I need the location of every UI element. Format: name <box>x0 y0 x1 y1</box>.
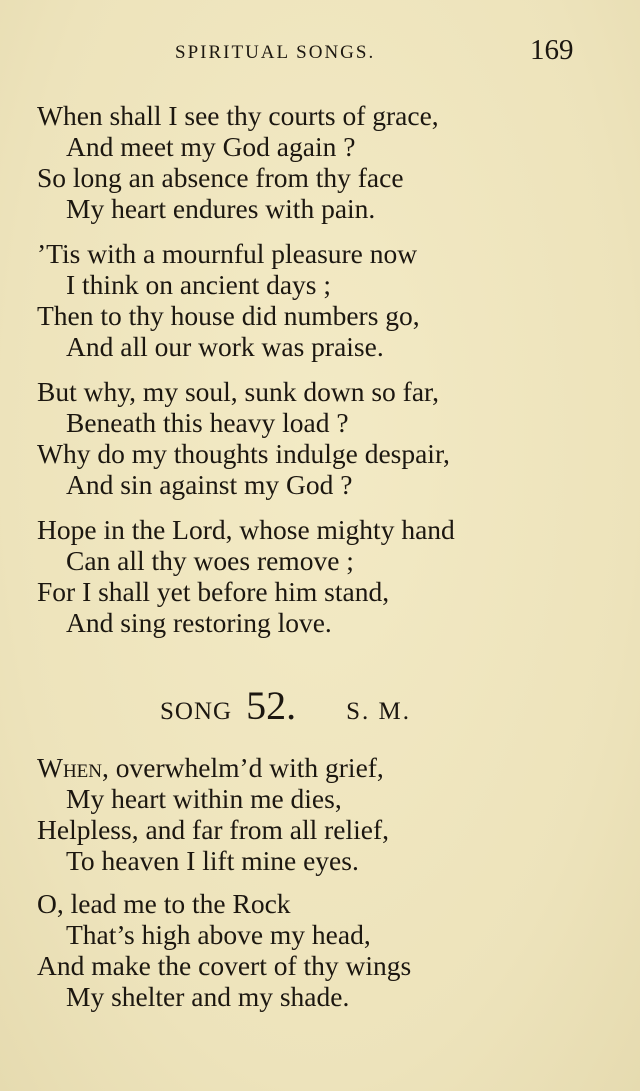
verse-line: Hope in the Lord, whose mighty hand <box>37 514 455 545</box>
verse-line: To heaven I lift mine eyes. <box>66 845 359 876</box>
verse-line: And meet my God again ? <box>66 131 356 162</box>
song-label: SONG <box>160 698 233 725</box>
verse-line: Then to thy house did numbers go, <box>37 300 420 331</box>
stanza-2 <box>0 238 640 362</box>
stanza-4 <box>0 514 640 638</box>
verse-line: My shelter and my shade. <box>66 981 350 1012</box>
song-number: 52. <box>246 683 297 728</box>
verse-line: So long an absence from thy face <box>37 162 404 193</box>
verse-line: That’s high above my head, <box>66 919 371 950</box>
verse-line: ’Tis with a mournful pleasure now <box>37 238 418 269</box>
verse-line: For I shall yet before him stand, <box>37 576 390 607</box>
stanza-3 <box>0 376 640 500</box>
verse-line: My heart endures with pain. <box>66 193 376 224</box>
verse-line: My heart within me dies, <box>66 783 342 814</box>
verse-line: Why do my thoughts indulge despair, <box>37 438 450 469</box>
page-number: 169 <box>530 34 574 66</box>
song-meter: S. M. <box>346 698 411 725</box>
verse-line <box>0 752 640 783</box>
verse-line: Can all thy woes remove ; <box>66 545 354 576</box>
running-head: SPIRITUAL SONGS. <box>175 42 376 63</box>
verse-line: When shall I see thy courts of grace, <box>37 100 439 131</box>
first-word: When, <box>37 752 109 783</box>
song-stanza-2 <box>0 888 640 1012</box>
verse-line: And all our work was praise. <box>66 331 384 362</box>
verse-line: Beneath this heavy load ? <box>66 407 349 438</box>
song-heading <box>160 682 411 729</box>
verse-line: I think on ancient days ; <box>66 269 332 300</box>
song-stanza-1 <box>0 752 640 876</box>
verse-line: And sing restoring love. <box>66 607 332 638</box>
verse-line: Helpless, and far from all relief, <box>37 814 390 845</box>
verse-line: But why, my soul, sunk down so far, <box>37 376 439 407</box>
verse-line: O, lead me to the Rock <box>37 888 291 919</box>
stanza-1 <box>0 100 640 224</box>
verse-line: And sin against my God ? <box>66 469 353 500</box>
verse-line: And make the covert of thy wings <box>37 950 412 981</box>
verse-line-rest: overwhelm’d with grief, <box>108 752 384 783</box>
